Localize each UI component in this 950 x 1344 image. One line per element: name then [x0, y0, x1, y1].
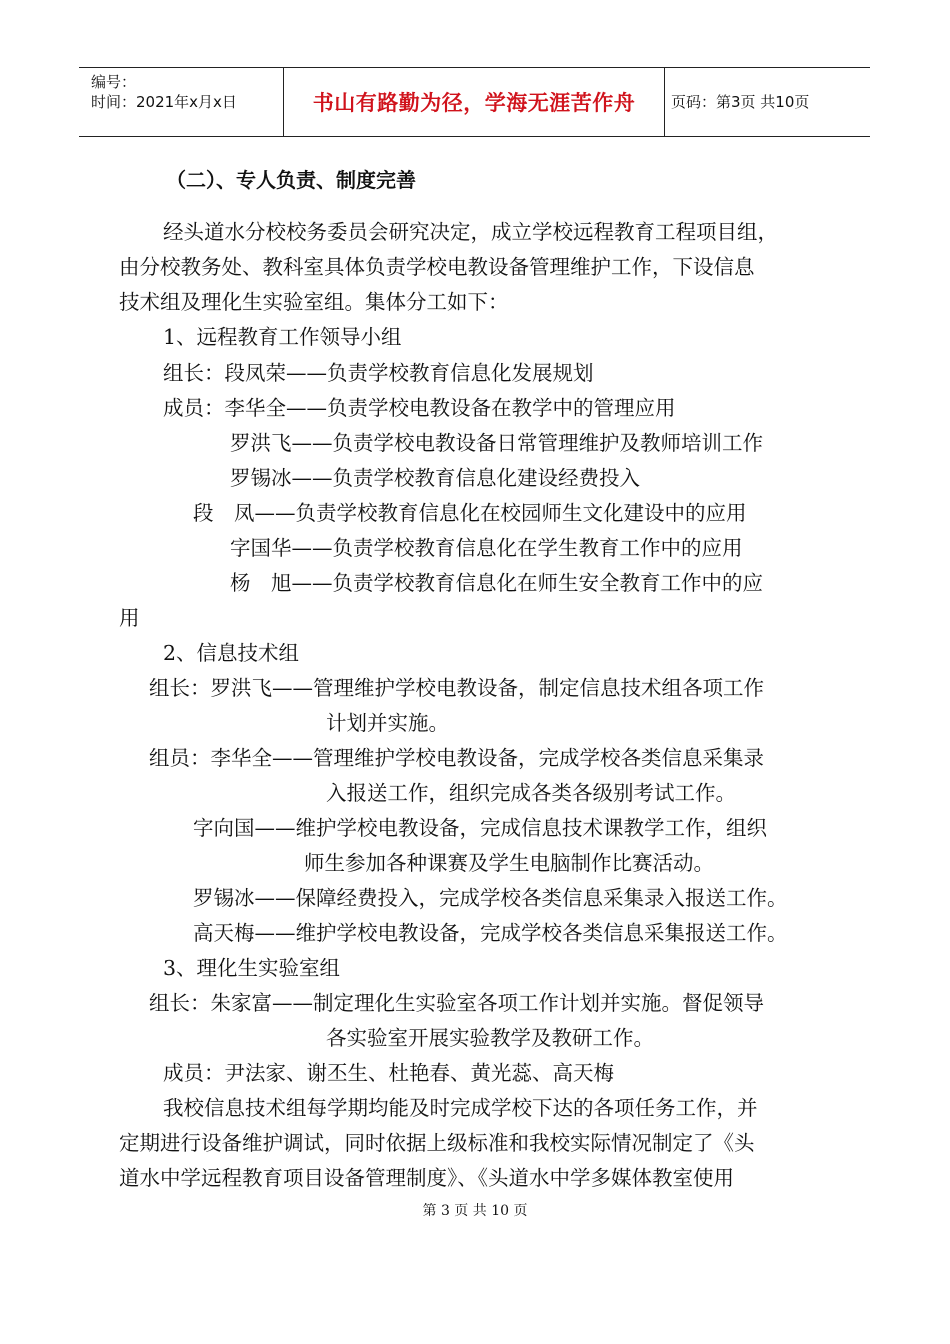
list-item: 字向国——维护学校电教设备，完成信息技术课教学工作，组织	[193, 816, 767, 840]
list-item: 成员：尹法家、谢丕生、杜艳春、黄光蕊、高天梅	[163, 1061, 614, 1085]
list-item: 成员：李华全——负责学校电教设备在教学中的管理应用	[163, 396, 676, 420]
motto-text: 书山有路勤为径，学海无涯苦作舟	[312, 91, 636, 115]
list-item: 杨 旭——负责学校教育信息化在师生安全教育工作中的应	[230, 571, 763, 595]
doc-number-label: 编号：	[91, 73, 137, 91]
list-item: 罗锡冰——保障经费投入，完成学校各类信息采集录入报送工作。	[193, 886, 788, 910]
header-info-cell	[79, 68, 282, 136]
list-item: 组长：段凤荣——负责学校教育信息化发展规划	[163, 361, 594, 385]
list-item: 计划并实施。	[326, 711, 449, 735]
paragraph-line: 道水中学远程教育项目设备管理制度》、《头道水中学多媒体教室使用	[119, 1166, 734, 1190]
header-motto-cell	[283, 68, 665, 136]
paragraph-line: 技术组及理化生实验室组。集体分工如下：	[119, 290, 509, 314]
page-header	[79, 67, 870, 137]
list-item: 罗洪飞——负责学校电教设备日常管理维护及教师培训工作	[230, 431, 763, 455]
paragraph-line: 我校信息技术组每学期均能及时完成学校下达的各项任务工作，并	[163, 1096, 758, 1120]
header-page-cell	[665, 68, 870, 136]
subsection-title: 2、信息技术组	[163, 641, 300, 665]
list-item: 罗锡冰——负责学校教育信息化建设经费投入	[230, 466, 640, 490]
list-item: 各实验室开展实验教学及教研工作。	[326, 1026, 654, 1050]
paragraph-line: 由分校教务处、教科室具体负责学校电教设备管理维护工作，下设信息	[119, 255, 755, 279]
page-footer: 第 3 页 共 10 页	[422, 1203, 528, 1219]
list-item: 段 凤——负责学校教育信息化在校园师生文化建设中的应用	[193, 501, 747, 525]
list-item: 用	[119, 606, 140, 630]
list-item: 组长：罗洪飞——管理维护学校电教设备，制定信息技术组各项工作	[149, 676, 764, 700]
list-item: 组员：李华全——管理维护学校电教设备，完成学校各类信息采集录	[149, 746, 764, 770]
list-item: 入报送工作，组织完成各类各级别考试工作。	[326, 781, 736, 805]
paragraph-line: 经头道水分校校务委员会研究决定，成立学校远程教育工程项目组，	[163, 220, 778, 244]
doc-time-label: 时间：2021年x月x日	[91, 93, 237, 111]
list-item: 组长：朱家富——制定理化生实验室各项工作计划并实施。督促领导	[149, 991, 764, 1015]
header-page-number: 页码：第3页 共10页	[671, 93, 810, 111]
list-item: 师生参加各种课赛及学生电脑制作比赛活动。	[304, 851, 714, 875]
list-item: 字国华——负责学校教育信息化在学生教育工作中的应用	[230, 536, 743, 560]
section-heading: （二）、专人负责、制度完善	[166, 168, 416, 192]
subsection-title: 1、远程教育工作领导小组	[163, 325, 402, 349]
paragraph-line: 定期进行设备维护调试，同时依据上级标准和我校实际情况制定了《头	[119, 1131, 755, 1155]
list-item: 高天梅——维护学校电教设备，完成学校各类信息采集报送工作。	[193, 921, 788, 945]
subsection-title: 3、理化生实验室组	[163, 956, 341, 980]
